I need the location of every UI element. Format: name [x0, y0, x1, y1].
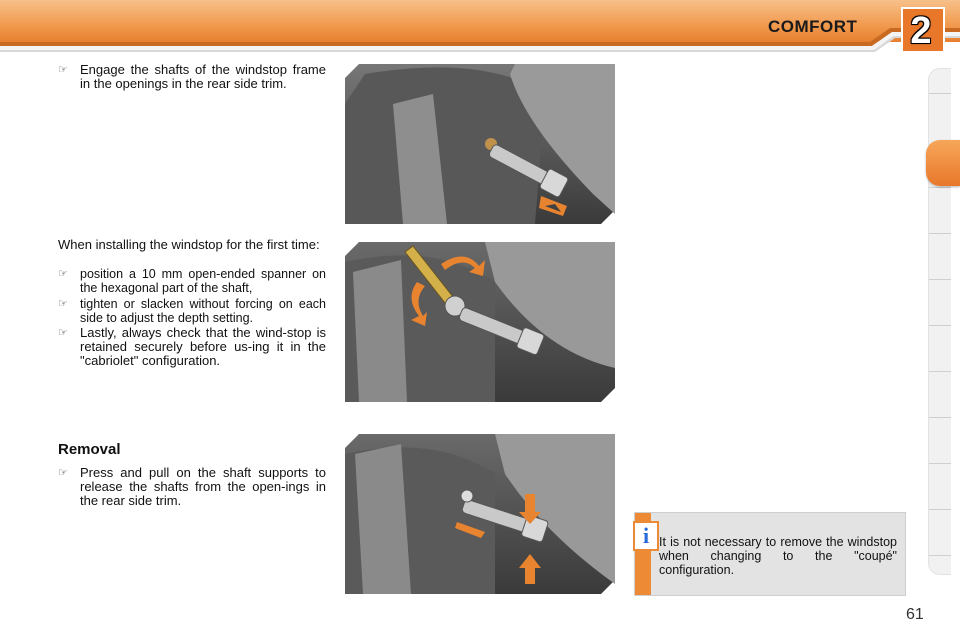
install-step-text: Lastly, always check that the wind-stop is retained securely before us-ing it in the "cabriolet" configuration. [80, 325, 326, 368]
install-step-2 [58, 297, 326, 325]
chapter-number: 2 [910, 10, 932, 52]
tab-divider [929, 555, 951, 556]
pointing-hand-icon: ☞ [58, 268, 68, 280]
chapter-title: COMFORT [768, 17, 858, 36]
info-icon: i [633, 521, 659, 551]
install-step-3 [58, 326, 326, 368]
tab-divider [929, 325, 951, 326]
illustration-removal [345, 434, 615, 594]
tab-divider [929, 371, 951, 372]
tab-divider [929, 187, 951, 188]
tab-divider [929, 463, 951, 464]
pointing-hand-icon: ☞ [58, 467, 68, 479]
page-number: 61 [906, 606, 924, 623]
install-intro: When installing the windstop for the first time: [58, 237, 320, 252]
pointing-hand-icon: ☞ [58, 298, 68, 310]
engage-step [58, 63, 326, 91]
removal-text: Press and pull on the shaft supports to release the shafts from the open-ings in the rear side trim. [80, 465, 326, 508]
page-header [0, 0, 960, 58]
engage-text: Engage the shafts of the windstop frame in the openings in the rear side trim. [80, 62, 326, 91]
pointing-hand-icon: ☞ [58, 327, 68, 339]
install-step-1 [58, 267, 326, 295]
tab-divider [929, 509, 951, 510]
tab-active-chapter[interactable] [926, 140, 960, 186]
pointing-hand-icon: ☞ [58, 64, 68, 76]
info-text: It is not necessary to remove the windstop when changing to the "coupé" configuration. [659, 535, 897, 577]
tab-divider [929, 279, 951, 280]
illustration-spanner-adjust [345, 242, 615, 402]
tab-divider [929, 417, 951, 418]
tab-divider [929, 233, 951, 234]
removal-step [58, 466, 326, 508]
install-step-text: tighten or slacken without forcing on each side to adjust the depth setting. [80, 297, 326, 325]
removal-heading: Removal [58, 441, 121, 458]
info-note [634, 512, 906, 596]
tab-divider [929, 93, 951, 94]
install-step-text: position a 10 mm open-ended spanner on the hexagonal part of the shaft, [80, 267, 326, 295]
illustration-engage-shafts [345, 64, 615, 224]
